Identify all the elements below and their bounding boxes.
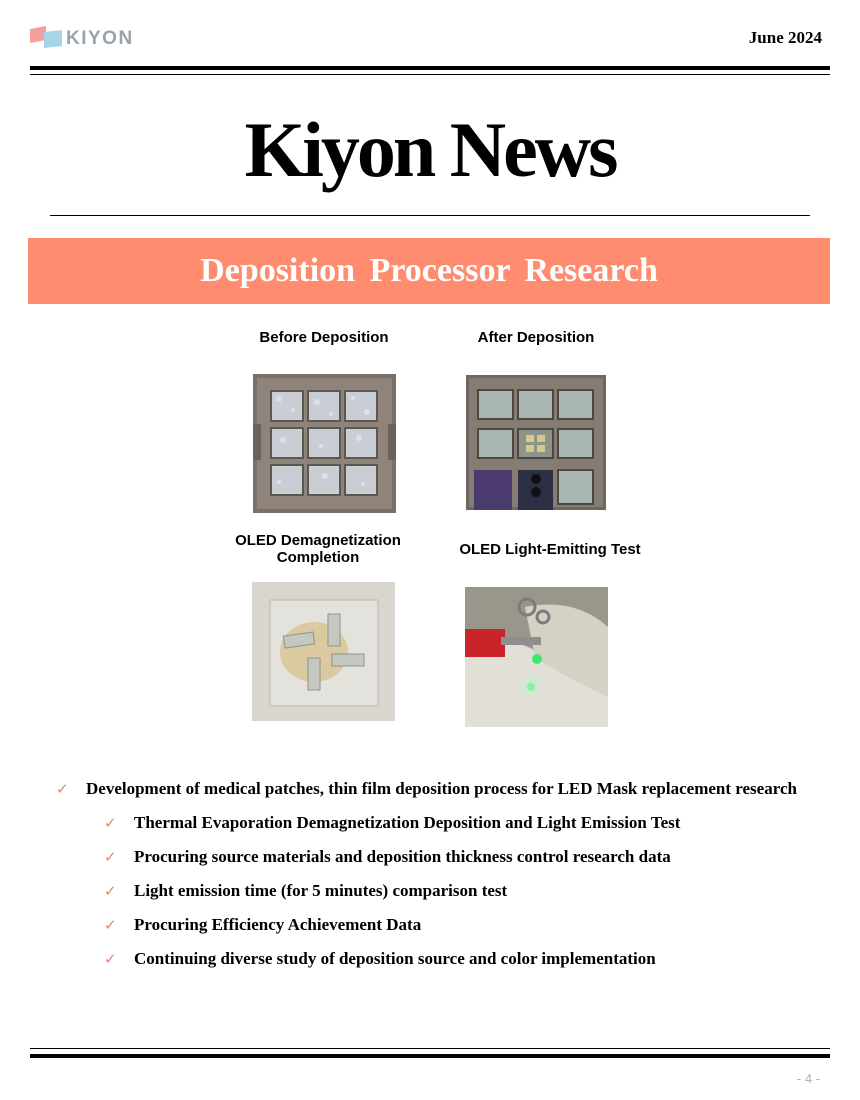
photo-oled-demagnetization (252, 582, 395, 721)
newsletter-title: Kiyon News (244, 106, 616, 193)
check-icon: ✓ (104, 882, 117, 900)
bullet-sub: ✓ Light emission time (for 5 minutes) comparison test (56, 874, 816, 908)
bullet-sub: ✓ Procuring source materials and deposition thickness control research data (56, 840, 816, 874)
check-icon: ✓ (104, 950, 117, 968)
caption-after-deposition: After Deposition (477, 329, 595, 346)
check-icon: ✓ (104, 916, 117, 934)
bullet-sub: ✓ Procuring Efficiency Achievement Data (56, 908, 816, 942)
title-rule (50, 215, 810, 216)
caption-before-deposition: Before Deposition (259, 329, 389, 346)
header-rule-thick (30, 66, 830, 70)
check-icon: ✓ (104, 814, 117, 832)
kiyon-logo (30, 26, 140, 52)
page-number: - 4 - (796, 1071, 820, 1086)
check-icon: ✓ (104, 848, 117, 866)
bullet-sub: ✓ Continuing diverse study of deposition source and color implementation (56, 942, 816, 976)
caption-oled-light-test: OLED Light-Emitting Test (459, 541, 641, 558)
photo-after-deposition (466, 375, 606, 510)
section-banner: Deposition Processor Research (28, 238, 830, 304)
header-rule-thin (30, 74, 830, 75)
logo-text: KIYON (66, 28, 134, 49)
bullet-sub: ✓ Thermal Evaporation Demagnetization Deposition and Light Emission Test (56, 806, 816, 840)
bullet-main: ✓ Development of medical patches, thin film deposition process for LED Mask replacement research (56, 772, 816, 806)
footer-rule-thin (30, 1048, 830, 1049)
issue-date: June 2024 (748, 28, 822, 47)
photo-oled-light-test (465, 587, 608, 727)
footer-rule-thick (30, 1054, 830, 1058)
bullet-list (56, 772, 816, 976)
check-icon: ✓ (56, 780, 69, 798)
photo-before-deposition (253, 374, 396, 513)
caption-oled-demagnetization: OLED Demagnetization Completion (235, 532, 401, 566)
kiyon-logo-mark-icon (30, 26, 64, 48)
